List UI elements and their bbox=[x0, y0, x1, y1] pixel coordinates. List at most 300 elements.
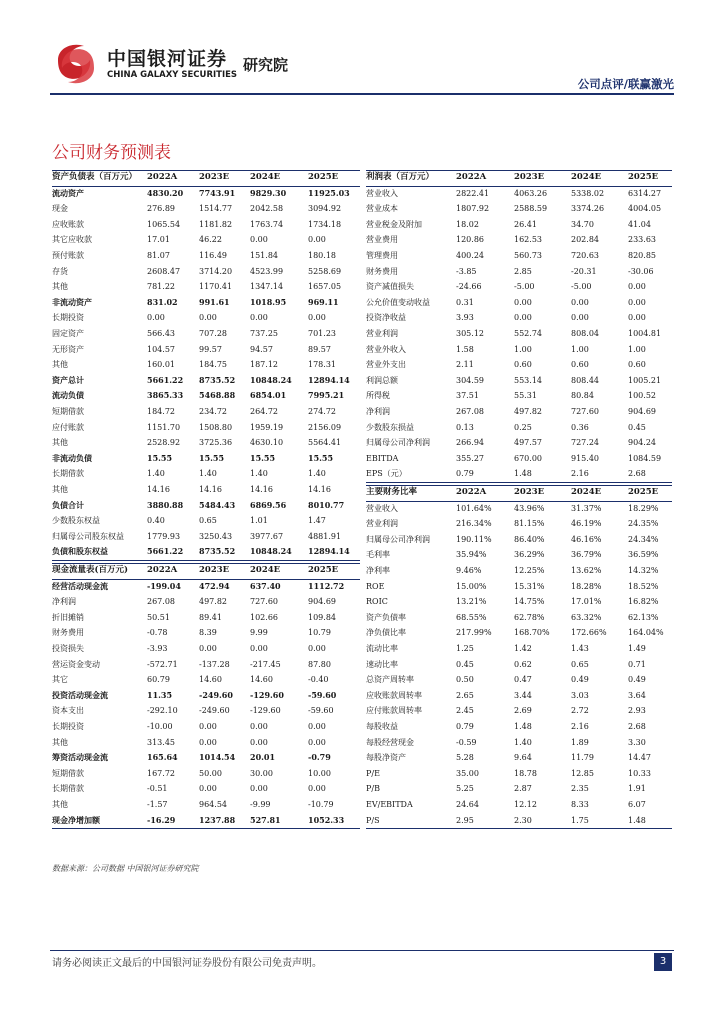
table-row bbox=[366, 342, 672, 358]
cell-value: 820.85 bbox=[628, 251, 656, 260]
cell-value: 400.24 bbox=[456, 251, 484, 260]
cell-value: 10848.24 bbox=[250, 374, 292, 385]
cell-value: 2608.47 bbox=[147, 266, 181, 276]
cell-value: 5661.22 bbox=[147, 374, 184, 385]
cell-value: 0.00 bbox=[199, 644, 217, 653]
cell-value: 266.94 bbox=[456, 438, 484, 448]
year-header: 2022A bbox=[147, 565, 178, 575]
cell-value: 1.00 bbox=[628, 344, 646, 354]
cell-value: 9.46% bbox=[456, 566, 482, 575]
year-header: 2023E bbox=[199, 565, 230, 575]
cell-value: 187.12 bbox=[250, 360, 278, 370]
row-label: 少数股东权益 bbox=[52, 516, 100, 526]
row-label: P/E bbox=[366, 768, 380, 778]
cell-value: 16.82% bbox=[628, 597, 659, 607]
year-header: 2024E bbox=[571, 487, 602, 497]
cell-value: 566.43 bbox=[147, 329, 175, 338]
cell-value: -5.00 bbox=[514, 282, 535, 292]
cell-value: 3250.43 bbox=[199, 531, 233, 541]
cell-value: 1508.80 bbox=[199, 422, 233, 432]
cell-value: -0.59 bbox=[456, 737, 477, 747]
row-label: 流动资产 bbox=[52, 187, 84, 198]
table-row bbox=[366, 657, 672, 673]
cell-value: 36.79% bbox=[571, 550, 602, 560]
cell-value: 0.45 bbox=[628, 422, 646, 432]
cell-value: 560.73 bbox=[514, 251, 542, 260]
table-bottom-rule bbox=[52, 828, 360, 829]
cell-value: 0.79 bbox=[456, 469, 474, 479]
cell-value: 13.21% bbox=[456, 597, 487, 607]
cell-value: 0.49 bbox=[571, 675, 589, 685]
row-label: 利润总额 bbox=[366, 375, 398, 385]
cell-value: 1.75 bbox=[571, 815, 589, 825]
table-row bbox=[52, 641, 360, 657]
cell-value: 0.13 bbox=[456, 422, 474, 432]
cell-value: 104.57 bbox=[147, 344, 175, 354]
table-row bbox=[366, 547, 672, 563]
cell-value: 707.28 bbox=[199, 329, 227, 338]
row-label: 其他 bbox=[52, 800, 68, 809]
row-label: 归属母公司净利润 bbox=[366, 438, 430, 448]
cell-value: 14.60 bbox=[250, 675, 273, 685]
cell-value: 4630.10 bbox=[250, 438, 284, 448]
row-label: 经营活动现金流 bbox=[52, 580, 108, 591]
row-label: 非流动负债 bbox=[52, 452, 92, 463]
cell-value: -217.45 bbox=[250, 659, 281, 669]
cell-value: 3.30 bbox=[628, 737, 646, 747]
row-label: ROIC bbox=[366, 597, 388, 607]
year-header: 2023E bbox=[199, 172, 230, 182]
cell-value: 1959.19 bbox=[250, 422, 284, 432]
row-label: 总资产周转率 bbox=[366, 675, 414, 685]
cell-value: 2528.92 bbox=[147, 438, 181, 448]
cell-value: 8010.77 bbox=[308, 499, 345, 510]
year-header: 2022A bbox=[456, 172, 487, 182]
cell-value: 0.00 bbox=[199, 737, 217, 747]
cell-value: 2.95 bbox=[456, 815, 474, 825]
cell-value: -0.78 bbox=[147, 628, 168, 638]
cell-value: 1065.54 bbox=[147, 219, 181, 229]
table-row bbox=[52, 703, 360, 719]
table-bottom-rule bbox=[52, 560, 360, 561]
table-row bbox=[52, 295, 360, 311]
cell-value: -10.00 bbox=[147, 722, 173, 731]
row-label: 归属母公司净利润 bbox=[366, 534, 430, 544]
cell-value: 2.30 bbox=[514, 815, 532, 825]
cell-value: 202.84 bbox=[571, 235, 599, 245]
cell-value: 0.40 bbox=[147, 516, 165, 526]
table-row bbox=[52, 373, 360, 389]
table-row bbox=[52, 625, 360, 641]
cell-value: 36.59% bbox=[628, 550, 659, 560]
row-label: 营业成本 bbox=[366, 204, 398, 214]
cell-value: 2.35 bbox=[571, 784, 589, 794]
row-label: 其他 bbox=[52, 360, 68, 370]
cell-value: 5258.69 bbox=[308, 266, 342, 276]
table-title: 现金流量表(百万元) bbox=[52, 565, 129, 575]
cell-value: 2822.41 bbox=[456, 188, 490, 198]
table-row bbox=[52, 466, 360, 482]
cell-value: 904.69 bbox=[628, 407, 656, 416]
cell-value: 1170.41 bbox=[199, 282, 233, 292]
cell-value: 14.16 bbox=[147, 485, 170, 494]
table-row bbox=[52, 357, 360, 373]
cell-value: 6.07 bbox=[628, 800, 646, 809]
cell-value: -59.60 bbox=[308, 706, 334, 716]
brand-name-cn: 中国银河证券 bbox=[107, 48, 228, 70]
cell-value: 34.70 bbox=[571, 219, 594, 229]
row-label: 营业税金及附加 bbox=[366, 219, 422, 229]
cell-value: 99.57 bbox=[199, 344, 222, 354]
cell-value: 552.74 bbox=[514, 329, 542, 338]
table-row bbox=[366, 813, 672, 829]
table-row bbox=[52, 579, 360, 595]
cell-value: 472.94 bbox=[199, 580, 230, 591]
table-row bbox=[366, 295, 672, 311]
cell-value: 1734.18 bbox=[308, 219, 342, 229]
cell-value: 2156.09 bbox=[308, 422, 342, 432]
table-row bbox=[52, 264, 360, 280]
row-label: 无形资产 bbox=[52, 344, 84, 354]
cell-value: 37.51 bbox=[456, 391, 479, 401]
cell-value: 3880.88 bbox=[147, 499, 184, 510]
table-row bbox=[52, 544, 360, 560]
cell-value: 234.72 bbox=[199, 407, 227, 416]
cell-value: 0.50 bbox=[456, 675, 474, 685]
table-row bbox=[366, 279, 672, 295]
cell-value: 0.00 bbox=[199, 313, 217, 323]
table-bottom-rule bbox=[366, 482, 672, 483]
cell-value: 1.47 bbox=[308, 516, 326, 526]
cell-value: 0.47 bbox=[514, 675, 532, 685]
cell-value: 0.00 bbox=[514, 297, 532, 307]
cell-value: 727.60 bbox=[250, 597, 278, 607]
cell-value: 165.64 bbox=[147, 752, 178, 763]
cell-value: 30.00 bbox=[250, 768, 273, 778]
cell-value: 12894.14 bbox=[308, 546, 350, 557]
table-row bbox=[366, 451, 672, 467]
table-row bbox=[52, 688, 360, 704]
row-label: 资产总计 bbox=[52, 374, 84, 385]
cell-value: 35.94% bbox=[456, 550, 487, 560]
cell-value: 2.16 bbox=[571, 722, 589, 731]
table-row bbox=[52, 482, 360, 498]
year-header: 2023E bbox=[514, 172, 545, 182]
table-row bbox=[366, 373, 672, 389]
cell-value: 0.60 bbox=[571, 360, 589, 370]
row-label: 少数股东损益 bbox=[366, 422, 414, 432]
cell-value: 0.00 bbox=[250, 235, 268, 245]
table-row bbox=[52, 610, 360, 626]
cell-value: 14.60 bbox=[199, 675, 222, 685]
table-row bbox=[366, 388, 672, 404]
cell-value: 18.52% bbox=[628, 581, 659, 591]
cell-value: 12894.14 bbox=[308, 374, 350, 385]
table-row bbox=[366, 264, 672, 280]
cell-value: 5484.43 bbox=[199, 499, 236, 510]
table-row bbox=[52, 813, 360, 829]
row-label: 投资净收益 bbox=[366, 313, 406, 323]
cell-value: 1004.81 bbox=[628, 329, 662, 338]
row-label: 长期投资 bbox=[52, 722, 84, 731]
cell-value: 43.96% bbox=[514, 503, 545, 513]
cell-value: 10848.24 bbox=[250, 546, 292, 557]
cell-value: 637.40 bbox=[250, 580, 281, 591]
cell-value: -0.51 bbox=[147, 784, 168, 794]
cell-value: 6854.01 bbox=[250, 390, 287, 401]
cell-value: 41.04 bbox=[628, 219, 651, 229]
cell-value: 915.40 bbox=[571, 453, 599, 463]
row-label: 其他 bbox=[52, 485, 68, 494]
table-row bbox=[52, 797, 360, 813]
cell-value: -10.79 bbox=[308, 800, 334, 809]
row-label: 应付账款周转率 bbox=[366, 706, 422, 716]
page-header bbox=[0, 0, 724, 100]
cell-value: 1151.70 bbox=[147, 422, 181, 432]
row-label: 营业外支出 bbox=[366, 360, 406, 370]
table-row bbox=[366, 703, 672, 719]
cell-value: 18.78 bbox=[514, 768, 537, 778]
table-row bbox=[366, 719, 672, 735]
table-row bbox=[366, 672, 672, 688]
cell-value: 18.02 bbox=[456, 219, 479, 229]
cell-value: 5564.41 bbox=[308, 438, 342, 448]
cell-value: 0.00 bbox=[250, 722, 268, 731]
row-label: 毛利率 bbox=[366, 550, 390, 560]
table-row bbox=[366, 310, 672, 326]
table-row bbox=[366, 248, 672, 264]
cell-value: 0.60 bbox=[628, 360, 646, 370]
cell-value: 6314.27 bbox=[628, 188, 662, 198]
cell-value: 0.00 bbox=[571, 313, 589, 323]
document-tag: 公司点评/联赢激光 bbox=[577, 77, 674, 91]
row-label: EV/EBITDA bbox=[366, 800, 413, 809]
table-row bbox=[366, 641, 672, 657]
table-row bbox=[366, 735, 672, 751]
row-label: 长期投资 bbox=[52, 313, 84, 323]
institute-label: 研究院 bbox=[243, 56, 289, 74]
cell-value: 969.11 bbox=[308, 296, 339, 307]
table-row bbox=[52, 672, 360, 688]
cell-value: 4881.91 bbox=[308, 531, 342, 541]
cell-value: 62.78% bbox=[514, 612, 545, 622]
cell-value: 89.41 bbox=[199, 612, 222, 622]
row-label: 管理费用 bbox=[366, 251, 398, 260]
cell-value: 3374.26 bbox=[571, 204, 605, 214]
cell-value: 0.00 bbox=[628, 282, 646, 292]
cell-value: 0.00 bbox=[199, 784, 217, 794]
cell-value: 0.71 bbox=[628, 659, 646, 669]
row-label: 营业利润 bbox=[366, 519, 398, 529]
table-header-row bbox=[366, 170, 672, 186]
row-label: 投资活动现金流 bbox=[52, 689, 108, 700]
cell-value: 184.72 bbox=[147, 407, 175, 416]
row-label: 其他 bbox=[52, 737, 68, 747]
cell-value: 0.60 bbox=[514, 360, 532, 370]
cell-value: -9.99 bbox=[250, 800, 271, 809]
table-row bbox=[366, 186, 672, 202]
cell-value: 46.19% bbox=[571, 519, 602, 529]
year-header: 2025E bbox=[628, 172, 659, 182]
table-row bbox=[366, 625, 672, 641]
cell-value: -16.29 bbox=[147, 814, 176, 825]
table-row bbox=[366, 594, 672, 610]
cell-value: 14.32% bbox=[628, 566, 659, 575]
cell-value: 0.65 bbox=[199, 516, 217, 526]
cell-value: 12.12 bbox=[514, 800, 537, 809]
table-header-row bbox=[52, 170, 360, 186]
cell-value: 172.66% bbox=[571, 628, 607, 638]
row-label: 长期借款 bbox=[52, 469, 84, 479]
year-header: 2025E bbox=[628, 487, 659, 497]
cell-value: 276.89 bbox=[147, 204, 175, 214]
cell-value: 1181.82 bbox=[199, 219, 233, 229]
cell-value: 9829.30 bbox=[250, 187, 287, 198]
cell-value: 0.00 bbox=[308, 644, 326, 653]
cell-value: 5661.22 bbox=[147, 546, 184, 557]
row-label: 营业外收入 bbox=[366, 344, 406, 354]
source-note: 数据来源：公司数据 中国银河证券研究院 bbox=[52, 864, 199, 873]
table-row bbox=[52, 186, 360, 202]
cell-value: 46.22 bbox=[199, 235, 222, 245]
row-label: 公允价值变动收益 bbox=[366, 297, 430, 307]
cell-value: 50.51 bbox=[147, 612, 170, 622]
cell-value: 63.32% bbox=[571, 612, 602, 622]
cell-value: 0.00 bbox=[308, 722, 326, 731]
cell-value: 15.31% bbox=[514, 581, 545, 591]
cell-value: 274.72 bbox=[308, 407, 336, 416]
cell-value: 10.79 bbox=[308, 628, 331, 638]
cell-value: 3.93 bbox=[456, 313, 474, 323]
cell-value: -59.60 bbox=[308, 689, 337, 700]
year-header: 2024E bbox=[250, 565, 281, 575]
cell-value: 720.63 bbox=[571, 251, 599, 260]
cell-value: 8.39 bbox=[199, 628, 217, 638]
cell-value: 89.57 bbox=[308, 344, 331, 354]
cell-value: 1014.54 bbox=[199, 752, 236, 763]
cell-value: 0.65 bbox=[571, 659, 589, 669]
cell-value: 497.82 bbox=[514, 407, 542, 416]
cell-value: 15.55 bbox=[250, 452, 276, 463]
table-row bbox=[52, 451, 360, 467]
cell-value: 3977.67 bbox=[250, 531, 284, 541]
cell-value: -249.60 bbox=[199, 689, 233, 700]
cell-value: 497.82 bbox=[199, 597, 227, 607]
cell-value: 1.00 bbox=[514, 344, 532, 354]
cell-value: 355.27 bbox=[456, 453, 484, 463]
row-label: 长期借款 bbox=[52, 784, 84, 794]
cell-value: 100.52 bbox=[628, 391, 656, 401]
cell-value: 1657.05 bbox=[308, 282, 342, 292]
cell-value: 0.00 bbox=[308, 784, 326, 794]
table-bottom-rule bbox=[366, 828, 672, 829]
cell-value: 3.03 bbox=[571, 690, 589, 700]
cell-value: 15.55 bbox=[308, 452, 334, 463]
cell-value: 1807.92 bbox=[456, 204, 490, 214]
table-row bbox=[366, 750, 672, 766]
cell-value: 808.04 bbox=[571, 329, 599, 338]
cell-value: 1.40 bbox=[250, 469, 268, 479]
cell-value: 0.00 bbox=[199, 722, 217, 731]
table-row bbox=[366, 326, 672, 342]
table-row bbox=[366, 357, 672, 373]
table-row bbox=[52, 435, 360, 451]
table-row bbox=[52, 404, 360, 420]
cell-value: 1.58 bbox=[456, 344, 474, 354]
table-header-row bbox=[52, 563, 360, 579]
cell-value: 109.84 bbox=[308, 612, 336, 622]
footer-divider bbox=[50, 950, 674, 951]
cell-value: 0.79 bbox=[456, 722, 474, 731]
row-label: 应收账款 bbox=[52, 219, 84, 229]
cell-value: 7743.91 bbox=[199, 187, 236, 198]
cell-value: 3.64 bbox=[628, 690, 646, 700]
year-header: 2022A bbox=[456, 487, 487, 497]
cell-value: 14.16 bbox=[308, 485, 331, 494]
row-label: EPS（元） bbox=[366, 469, 407, 479]
cell-value: 0.00 bbox=[250, 644, 268, 653]
cell-value: 17.01 bbox=[147, 235, 170, 245]
row-label: 其他 bbox=[52, 282, 68, 292]
cell-value: 1.48 bbox=[514, 469, 532, 479]
row-label: 非流动资产 bbox=[52, 296, 92, 307]
cell-value: 1.91 bbox=[628, 784, 646, 794]
table-row bbox=[366, 217, 672, 233]
cell-value: 0.45 bbox=[456, 659, 474, 669]
cell-value: 50.00 bbox=[199, 768, 222, 778]
cell-value: 20.01 bbox=[250, 752, 276, 763]
row-label: 固定资产 bbox=[52, 329, 84, 338]
cell-value: 267.08 bbox=[147, 597, 175, 607]
cell-value: 0.00 bbox=[308, 313, 326, 323]
cell-value: 68.55% bbox=[456, 612, 487, 622]
row-label: 所得税 bbox=[366, 391, 390, 401]
row-label: 其他 bbox=[52, 438, 68, 448]
table-row bbox=[366, 435, 672, 451]
table-row bbox=[52, 326, 360, 342]
cell-value: 2.93 bbox=[628, 706, 646, 716]
row-label: 短期借款 bbox=[52, 768, 84, 778]
cell-value: -3.93 bbox=[147, 644, 168, 653]
cell-value: 3725.36 bbox=[199, 438, 233, 448]
cell-value: 8.33 bbox=[571, 800, 589, 809]
cell-value: 904.69 bbox=[308, 597, 336, 607]
cell-value: 116.49 bbox=[199, 251, 227, 260]
cell-value: 1.43 bbox=[571, 644, 589, 653]
cell-value: 305.12 bbox=[456, 329, 484, 338]
table-header-row bbox=[366, 485, 672, 501]
row-label: 财务费用 bbox=[52, 628, 84, 638]
cell-value: -0.79 bbox=[308, 752, 331, 763]
cell-value: 11.35 bbox=[147, 689, 173, 700]
row-label: 营业利润 bbox=[366, 329, 398, 338]
cell-value: -3.85 bbox=[456, 266, 477, 276]
cell-value: 0.00 bbox=[628, 297, 646, 307]
cell-value: 1.40 bbox=[514, 737, 532, 747]
cell-value: 670.00 bbox=[514, 453, 542, 463]
table-row bbox=[52, 766, 360, 782]
row-label: P/S bbox=[366, 815, 380, 825]
cell-value: 2588.59 bbox=[514, 204, 548, 214]
cell-value: 904.24 bbox=[628, 438, 656, 448]
cell-value: 8735.52 bbox=[199, 546, 236, 557]
cell-value: 151.84 bbox=[250, 251, 278, 260]
row-label: 资产负债率 bbox=[366, 612, 406, 622]
table-row bbox=[52, 248, 360, 264]
cell-value: 94.57 bbox=[250, 344, 273, 354]
cell-value: 87.80 bbox=[308, 659, 331, 669]
header-divider bbox=[50, 93, 674, 95]
